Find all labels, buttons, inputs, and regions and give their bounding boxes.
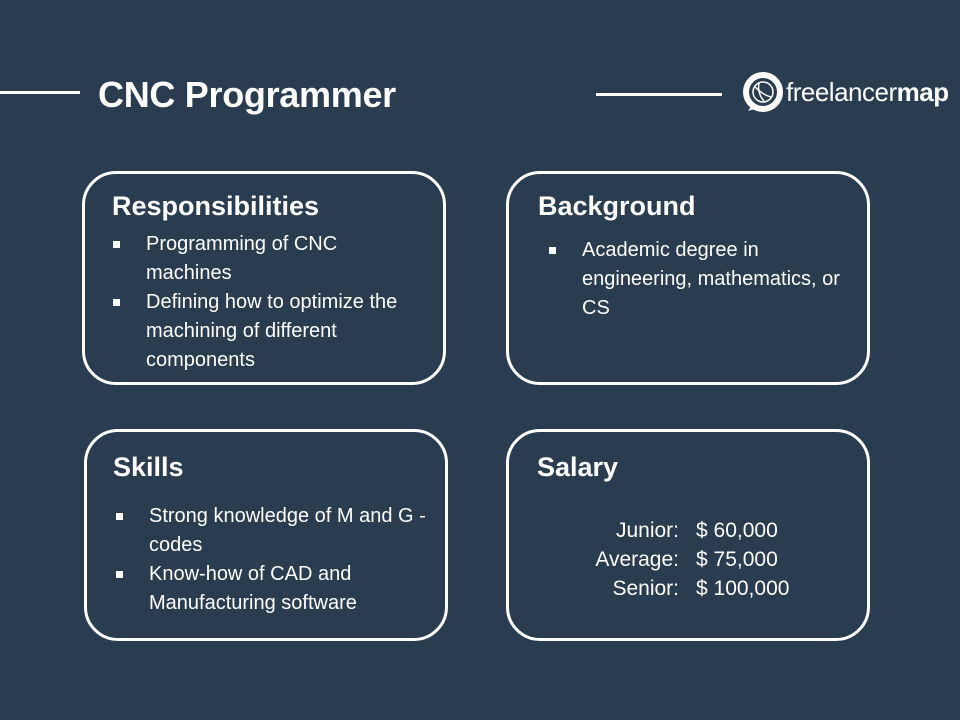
list-item (114, 502, 434, 560)
globe-logo-icon (742, 71, 784, 113)
responsibilities-card (82, 171, 446, 385)
background-title: Background (538, 191, 696, 221)
list-item (114, 560, 434, 618)
logo-rule (596, 93, 722, 96)
list-item-text: Defining how to optimize the machining of different components (146, 291, 398, 371)
salary-row-average (509, 545, 789, 574)
bullet-icon (549, 247, 556, 254)
bullet-icon (113, 241, 120, 248)
salary-card (506, 429, 870, 641)
background-list (547, 236, 857, 323)
salary-row-senior (509, 574, 789, 603)
salary-row-junior (509, 516, 789, 545)
skills-list (114, 502, 434, 618)
list-item-text: Programming of CNC machines (146, 233, 338, 284)
title-rule-left (0, 91, 80, 94)
freelancermap-logo (742, 68, 949, 116)
salary-value: $ 75,000 (696, 548, 778, 571)
salary-value: $ 100,000 (696, 577, 790, 600)
bullet-icon (113, 299, 120, 306)
logo-text-bold: map (896, 76, 949, 107)
salary-table (509, 516, 789, 603)
responsibilities-title: Responsibilities (112, 191, 320, 221)
list-item-text: Know-how of CAD and Manufacturing software (149, 563, 357, 614)
page-title: CNC Programmer (98, 74, 396, 115)
list-item (547, 236, 857, 323)
bullet-icon (116, 513, 123, 520)
logo-text (786, 77, 949, 108)
salary-value: $ 60,000 (696, 519, 778, 542)
skills-card (84, 429, 448, 641)
bullet-icon (116, 571, 123, 578)
salary-label: Junior: (615, 519, 679, 542)
list-item (111, 288, 421, 375)
skills-title: Skills (113, 452, 184, 482)
logo-text-light: freelancer (786, 76, 897, 107)
list-item-text: Strong knowledge of M and G - codes (149, 505, 426, 556)
background-card (506, 171, 870, 385)
salary-label: Average: (595, 548, 679, 571)
list-item-text: Academic degree in engineering, mathematics, or CS (582, 239, 840, 319)
salary-label: Senior: (612, 577, 679, 600)
list-item (111, 230, 421, 288)
salary-title: Salary (537, 452, 619, 482)
responsibilities-list (111, 230, 421, 375)
